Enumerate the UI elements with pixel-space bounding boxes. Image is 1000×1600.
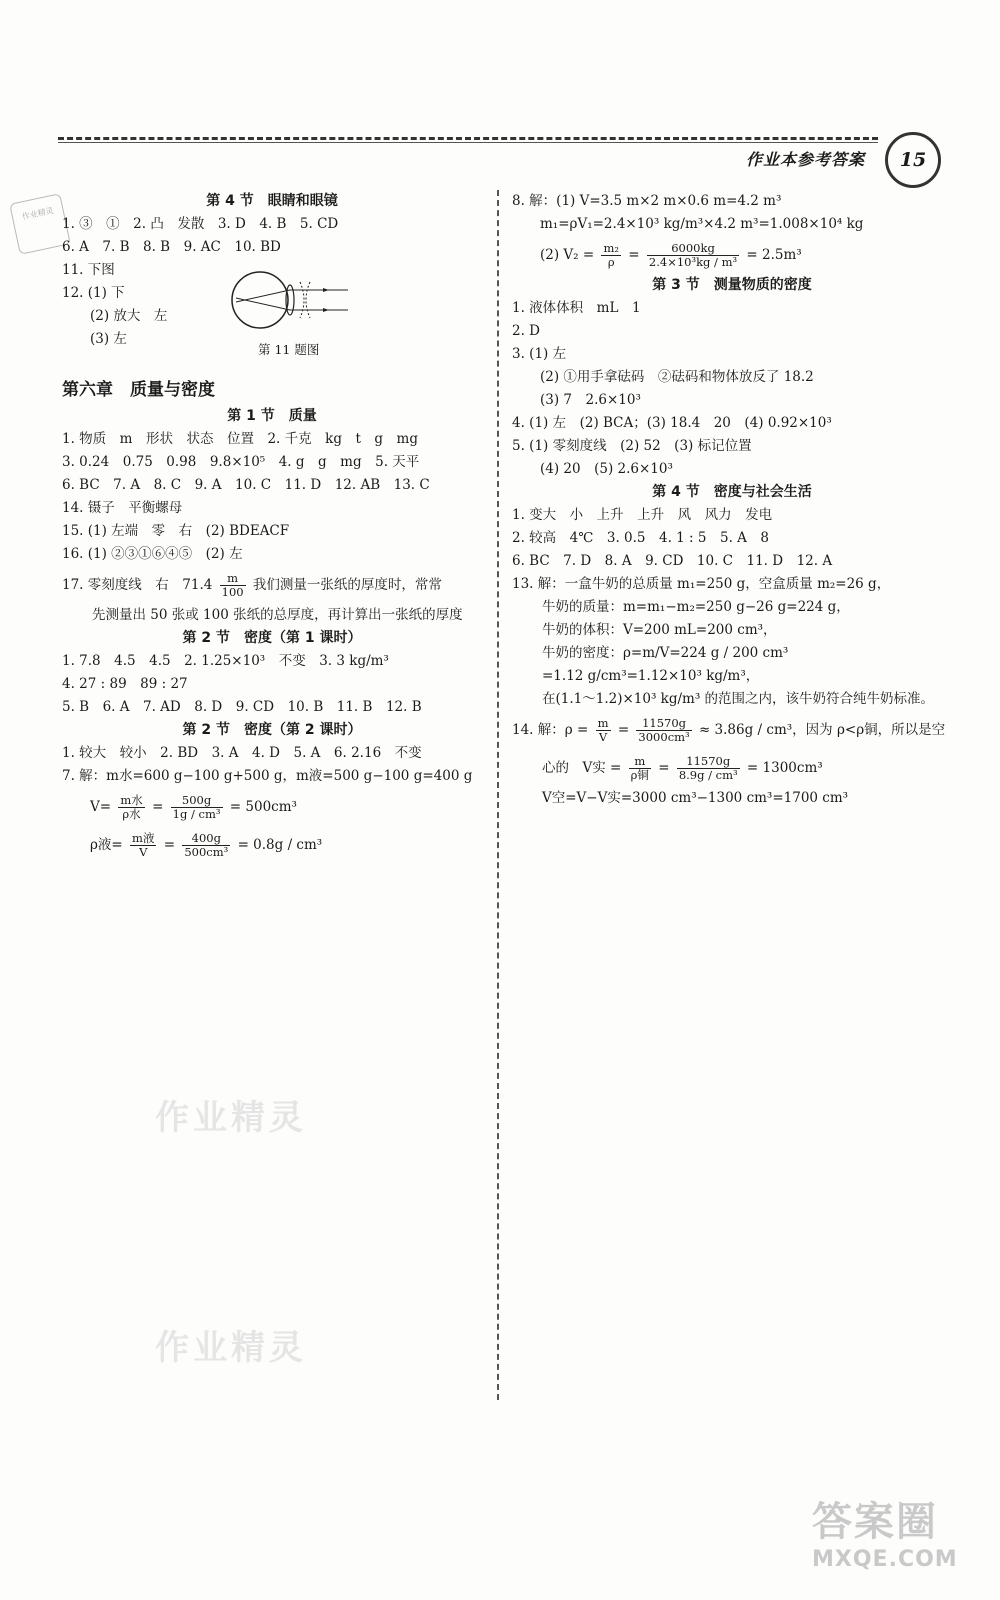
figure-caption: 第 11 题图 (258, 342, 320, 357)
answer-line: 16. (1) ②③①⑥④⑤ (2) 左 (62, 546, 243, 562)
fraction-denominator: 8.9g / cm³ (678, 768, 738, 782)
answer-line: 5. B 6. A 7. AD 8. D 9. CD 10. B 11. B 12. B (62, 699, 422, 715)
fraction (629, 755, 651, 782)
fraction-numerator: m液 (132, 831, 155, 845)
fraction-denominator: 1g / cm³ (172, 807, 221, 821)
fraction-numerator: m (629, 755, 651, 769)
answer-line: 13. 解：一盒牛奶的总质量 m₁=250 g，空盒质量 m₂=26 g， (512, 576, 891, 592)
section-title: 第 3 节 测量物质的密度 (652, 277, 812, 293)
fraction (601, 242, 621, 269)
fraction (182, 832, 230, 859)
answer-line: 3. (1) 左 (512, 346, 567, 362)
fraction (130, 832, 156, 859)
answer-line: 14. 镊子 平衡螺母 (62, 500, 183, 516)
answer-line: m₁=ρV₁=2.4×10³ kg/m³×4.2 m³=1.008×10⁴ kg (540, 216, 864, 232)
text: ρ液= (90, 837, 123, 853)
concave-lens (300, 282, 310, 318)
fraction (220, 572, 246, 599)
answer-line: 7. 解：m水=600 g−100 g+500 g，m液=500 g−100 g=400 g (62, 768, 473, 784)
answer-line: 1. 液体体积 mL 1 (512, 300, 641, 316)
answer-line: 1. ③ ① 2. 凸 发散 3. D 4. B 5. CD (62, 216, 339, 232)
logo-url: MXQE.COM (812, 1547, 958, 1572)
text: 14. 解：ρ = (512, 722, 589, 738)
fraction-numerator: m (220, 572, 246, 586)
fraction (596, 717, 611, 744)
formula-line (512, 236, 952, 274)
answer-line: 1. 物质 m 形状 状态 位置 2. 千克 kg t g mg (62, 431, 418, 447)
fraction (118, 794, 144, 821)
fraction-denominator: ρ水 (122, 807, 141, 821)
site-logo (812, 1490, 992, 1590)
answer-line: 5. (1) 零刻度线 (2) 52 (3) 标记位置 (512, 438, 752, 454)
answer-line: 牛奶的体积：V=200 mL=200 cm³， (542, 622, 777, 638)
fraction-denominator: 500cm³ (184, 845, 229, 859)
section-title: 第 2 节 密度（第 1 课时） (182, 630, 362, 646)
text: (2) V₂ = (540, 247, 595, 263)
answer-line: 11. 下图 (62, 262, 115, 278)
text: = 500cm³ (229, 799, 297, 815)
answer-line: 1. 7.8 4.5 4.5 2. 1.25×10³ 不变 3. 3 kg/m³ (62, 653, 389, 669)
fraction-numerator: m (597, 716, 609, 730)
fraction-numerator: m水 (120, 793, 143, 807)
answer-line: 4. 27 : 89 89 : 27 (62, 676, 188, 692)
text: = 2.5m³ (746, 247, 802, 263)
fraction (171, 794, 223, 821)
fraction-denominator: V (598, 730, 608, 744)
answer-line: 12. (1) 下 (62, 285, 125, 301)
watermark: 作业精灵 (155, 1098, 307, 1138)
text: ≈ 3.86g / cm³，因为 ρ<ρ铜，所以是空 (698, 722, 946, 738)
fraction-denominator: V (139, 845, 148, 859)
eyeball-outline (232, 272, 288, 328)
fraction (647, 242, 739, 269)
answer-line: 15. (1) 左端 零 右 (2) BDEACF (62, 523, 290, 539)
text: = (658, 760, 670, 776)
right-column (512, 190, 952, 810)
answer-line: V空=V−V实=3000 cm³−1300 cm³=1700 cm³ (542, 790, 849, 806)
arrow-icon (323, 288, 329, 292)
answer-line: 在(1.1～1.2)×10³ kg/m³ 的范围之内，该牛奶符合纯牛奶标准。 (542, 691, 935, 707)
answer-line: 6. A 7. B 8. B 9. AC 10. BD (62, 239, 281, 255)
fraction-numerator: 11570g (677, 755, 740, 769)
text: = (163, 837, 176, 853)
chapter-title: 第六章 质量与密度 (62, 380, 215, 400)
fraction-numerator: 11570g (636, 717, 691, 731)
answer-line: 牛奶的密度：ρ=m/V=224 g / 200 cm³ (542, 645, 789, 661)
answer-line: (2) ①用手拿砝码 ②砝码和物体放反了 18.2 (540, 369, 814, 385)
fraction-numerator: 500g (171, 794, 223, 808)
page-number: 15 (885, 132, 941, 188)
text: = (617, 722, 630, 738)
answer-line: (2) 放大 左 (90, 308, 168, 324)
fraction-denominator: 3000cm³ (638, 730, 690, 744)
section-title: 第 4 节 密度与社会生活 (652, 484, 812, 500)
answer-line: 1. 变大 小 上升 上升 风 风力 发电 (512, 507, 773, 523)
arrow-icon (323, 308, 329, 312)
formula-line (62, 826, 482, 864)
corner-stamp: 作业精灵 (9, 193, 71, 255)
fraction-denominator: ρ铜 (630, 768, 649, 782)
answer-line: 2. D (512, 323, 540, 339)
section-title: 第 2 节 密度（第 2 课时） (182, 722, 362, 738)
logo-text: 答案圈 (812, 1499, 938, 1545)
text: = 0.8g / cm³ (237, 837, 323, 853)
answer-line: =1.12 g/cm³=1.12×10³ kg/m³， (542, 668, 760, 684)
answer-line: 2. 较高 4℃ 3. 0.5 4. 1 : 5 5. A 8 (512, 530, 769, 546)
fraction (677, 755, 740, 782)
answer-line: 先测量出 50 张或 100 张纸的总厚度，再计算出一张纸的厚度 (92, 607, 463, 623)
text: 心的 V实 = (542, 760, 622, 776)
fraction (636, 717, 691, 744)
text: = 1300cm³ (746, 760, 823, 776)
text: = (152, 799, 164, 815)
eye-lens-diagram (228, 264, 348, 334)
fraction-denominator: 2.4×10³kg / m³ (648, 255, 738, 269)
answer-line: (4) 20 (5) 2.6×10³ (540, 461, 673, 477)
header-title: 作业本参考答案 (746, 150, 866, 169)
section-title: 第 4 节 眼睛和眼镜 (206, 193, 338, 209)
formula-line (512, 749, 952, 787)
column-divider (497, 190, 499, 1400)
fraction-denominator: 100 (221, 585, 244, 599)
text: V= (90, 799, 112, 815)
answer-line: 3. 0.24 0.75 0.98 9.8×10⁵ 4. g g mg 5. 天平 (62, 454, 420, 470)
formula-line (62, 788, 482, 826)
fraction-numerator: 6000kg (647, 242, 739, 256)
section-title: 第 1 节 质量 (227, 408, 317, 424)
answer-line: (3) 左 (90, 331, 127, 347)
answer-line: (3) 7 2.6×10³ (540, 392, 641, 408)
watermark: 作业精灵 (155, 1328, 307, 1368)
answer-line: 6. BC 7. D 8. A 9. CD 10. C 11. D 12. A (512, 553, 833, 569)
answer-line (62, 566, 482, 604)
answer-line: 1. 较大 较小 2. BD 3. A 4. D 5. A 6. 2.16 不变 (62, 745, 422, 761)
header-rule (58, 137, 878, 140)
answer-line: 4. (1) 左 (2) BCA；(3) 18.4 20 (4) 0.92×10³ (512, 415, 832, 431)
text: 17. 零刻度线 右 71.4 (62, 577, 213, 593)
formula-line (512, 711, 952, 749)
light-ray (236, 298, 290, 310)
answer-line: 8. 解：(1) V=3.5 m×2 m×0.6 m=4.2 m³ (512, 193, 782, 209)
fraction-denominator: ρ (607, 255, 615, 269)
fraction-numerator: m₂ (603, 241, 619, 255)
fraction-numerator: 400g (182, 832, 230, 846)
text: = (628, 247, 640, 263)
answer-line: 牛奶的质量：m=m₁−m₂=250 g−26 g=224 g， (542, 599, 850, 615)
answer-line: 6. BC 7. A 8. C 9. A 10. C 11. D 12. AB 13. C (62, 477, 430, 493)
header-rule-thin (58, 142, 878, 143)
text: 我们测量一张纸的厚度时，常常 (252, 577, 442, 593)
